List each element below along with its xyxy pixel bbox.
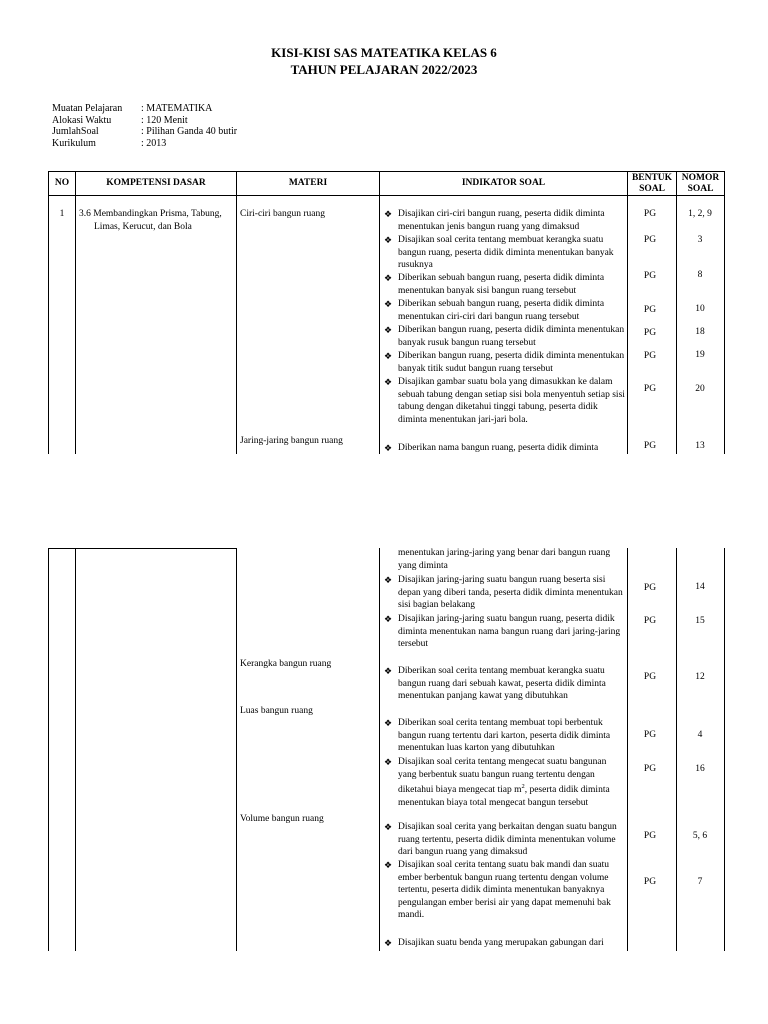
table-border — [379, 548, 380, 951]
bentuk-soal: PG — [643, 384, 657, 394]
materi-kerangka: Kerangka bangun ruang — [240, 659, 332, 669]
indicator-item — [381, 298, 627, 323]
header-nomor — [677, 172, 724, 195]
table-border — [724, 548, 725, 951]
indicator-item — [381, 376, 627, 426]
bullet-icon: ❖ — [384, 235, 393, 245]
bullet-icon: ❖ — [384, 757, 393, 767]
indicator-item — [381, 665, 627, 703]
indicator-text: Disajikan soal cerita tentang suatu bak mandi dan suatu ember berbentuk bangun ruang tertentu dengan volume tertentu, peserta didik diminta menentukan banyaknya pengulangan ember berisi air yang dapat memenuhi bak mandi. — [398, 860, 611, 920]
nomor-soal: 10 — [695, 304, 705, 314]
kompetensi-dasar — [79, 208, 236, 233]
indicator-item — [381, 442, 627, 454]
kd-line: 3.6 Membandingkan Prisma, Tabung, — [79, 209, 222, 219]
indicator-item — [381, 821, 627, 859]
kd-line: Limas, Kerucut, dan Bola — [94, 221, 192, 232]
bullet-icon: ❖ — [384, 614, 393, 624]
indicator-text-a: Disajikan soal cerita tentang mengecat suatu bangunan yang berbentuk suatu bangun ruang tertentu dengan diketahui biaya mengecat tiap m — [398, 757, 607, 796]
table-border — [75, 548, 76, 951]
meta-label: Alokasi Waktu — [52, 114, 112, 126]
bentuk-soal: PG — [643, 583, 657, 593]
meta-row — [52, 138, 237, 150]
meta-label: Kurikulum — [52, 137, 96, 149]
bentuk-soal: PG — [643, 351, 657, 361]
indicator-item — [381, 859, 627, 922]
bentuk-soal: PG — [643, 672, 657, 682]
bullet-icon: ❖ — [384, 860, 393, 870]
indicator-item — [381, 574, 627, 612]
meta-info — [52, 103, 237, 149]
bullet-icon: ❖ — [384, 666, 393, 676]
indicator-text: Disajikan suatu benda yang merupakan gabungan dari — [398, 938, 604, 948]
table-border — [48, 195, 725, 196]
nomor-soal: 3 — [697, 235, 703, 245]
indicator-text: Disajikan ciri-ciri bangun ruang, peserta didik diminta menentukan jenis bangun ruang yang dimaksud — [398, 209, 605, 232]
table-border — [48, 548, 49, 951]
bentuk-soal: PG — [643, 305, 657, 315]
nomor-soal: 16 — [695, 764, 705, 774]
indicator-item — [381, 324, 627, 349]
indicator-item — [381, 717, 627, 755]
materi-ciri: Ciri-ciri bangun ruang — [240, 209, 325, 219]
document-subtitle: TAHUN PELAJARAN 2022/2023 — [290, 62, 478, 77]
table-border — [48, 548, 236, 549]
header-nomor-line1: NOMOR — [681, 173, 720, 183]
header-no: NO — [54, 178, 70, 189]
indicator-text: Disajikan gambar suatu bola yang dimasukkan ke dalam sebuah tabung dengan setiap sisi bola menyentuh setiap sisi tabung dengan diketahui tinggi tabung, peserta didik diminta menentukan jari-jari bola. — [398, 377, 625, 425]
bullet-icon: ❖ — [384, 209, 393, 219]
indicator-item — [381, 234, 627, 272]
meta-row — [52, 115, 237, 127]
bentuk-soal: PG — [643, 328, 657, 338]
indicator-text: Disajikan jaring-jaring suatu bangun ruang, peserta didik diminta menentukan nama bangun ruang dari jaring-jaring tersebut — [398, 614, 621, 649]
indicator-item — [381, 208, 627, 233]
bullet-icon: ❖ — [384, 575, 393, 585]
nomor-soal: 13 — [695, 441, 705, 451]
meta-value: : 120 Menit — [141, 114, 188, 126]
materi-volume: Volume bangun ruang — [240, 814, 324, 824]
meta-label: JumlahSoal — [52, 126, 99, 137]
indicator-item — [381, 272, 627, 297]
meta-row — [52, 126, 237, 138]
indicator-text — [398, 757, 610, 808]
indicator-text: Diberikan bangun ruang, peserta didik diminta menentukan banyak titik sudut bangun ruang tersebut — [398, 351, 625, 374]
indicator-item — [381, 350, 627, 375]
bullet-icon: ❖ — [384, 273, 393, 283]
meta-row — [52, 103, 237, 115]
header-indikator: INDIKATOR SOAL — [461, 178, 546, 189]
bullet-icon: ❖ — [384, 299, 393, 309]
nomor-soal: 15 — [695, 616, 705, 626]
bullet-icon: ❖ — [384, 351, 393, 361]
nomor-soal: 20 — [695, 384, 705, 394]
header-bentuk-line2: SOAL — [639, 183, 665, 194]
indicator-text: Diberikan sebuah bangun ruang, peserta didik diminta menentukan ciri-ciri dari bangun ruang tersebut — [398, 299, 605, 322]
table-border — [236, 171, 237, 454]
bullet-icon: ❖ — [384, 938, 393, 948]
nomor-soal: 12 — [695, 672, 705, 682]
indicator-item — [381, 937, 627, 949]
header-bentuk — [628, 172, 676, 195]
bullet-icon: ❖ — [384, 377, 393, 387]
indicator-text: Diberikan soal cerita tentang membuat topi berbentuk bangun ruang tertentu dari karton, peserta didik diminta menentukan luas karton yang dibutuhkan — [398, 718, 611, 753]
nomor-soal: 5, 6 — [692, 831, 708, 841]
indicator-text: Disajikan soal cerita tentang membuat kerangka suatu bangun ruang, peserta didik diminta menentukan banyak rusuknya — [398, 235, 614, 270]
indicator-item — [381, 613, 627, 651]
indicator-text: Diberikan nama bangun ruang, peserta didik diminta — [398, 443, 599, 453]
indicator-text: Diberikan sebuah bangun ruang, peserta didik diminta menentukan banyak sisi bangun ruang tersebut — [398, 273, 605, 296]
table-border — [627, 548, 628, 951]
nomor-soal: 19 — [695, 350, 705, 360]
nomor-soal: 7 — [697, 877, 703, 887]
materi-jaring: Jaring-jaring bangun ruang — [240, 436, 343, 446]
bentuk-soal: PG — [643, 271, 657, 281]
materi-luas: Luas bangun ruang — [240, 706, 313, 716]
nomor-soal: 4 — [697, 730, 703, 740]
bullet-icon: ❖ — [384, 325, 393, 335]
bentuk-soal: PG — [643, 209, 657, 219]
meta-label: Muatan Pelajaran — [52, 103, 123, 114]
nomor-soal: 14 — [695, 582, 705, 592]
bentuk-soal: PG — [643, 831, 657, 841]
nomor-soal: 1, 2, 9 — [688, 209, 712, 219]
indicator-text: Diberikan soal cerita tentang membuat kerangka suatu bangun ruang dari sebuah kawat, peserta didik diminta menentukan panjang kawat yang dibutuhkan — [398, 666, 606, 701]
nomor-soal: 18 — [695, 327, 705, 337]
indicator-text-b: , peserta didik diminta menentukan biaya total mengecat bangun tersebut — [398, 785, 610, 808]
table-border — [236, 548, 237, 951]
bentuk-soal: PG — [643, 764, 657, 774]
indicator-continuation: menentukan jaring-jaring yang benar dari bangun ruang yang diminta — [398, 548, 611, 571]
bullet-icon: ❖ — [384, 443, 393, 453]
indicator-text: Disajikan jaring-jaring suatu bangun ruang beserta sisi depan yang diberi tanda, peserta didik diminta menentukan sisi bagian belakang — [398, 575, 623, 610]
bullet-icon: ❖ — [384, 822, 393, 832]
table-border — [379, 171, 380, 454]
table-border — [75, 171, 76, 454]
header-kompetensi: KOMPETENSI DASAR — [106, 178, 206, 189]
bentuk-soal: PG — [643, 441, 657, 451]
meta-value: : 2013 — [141, 137, 167, 149]
bentuk-soal: PG — [643, 235, 657, 245]
table-border — [676, 548, 677, 951]
header-materi: MATERI — [288, 178, 328, 189]
bullet-icon: ❖ — [384, 718, 393, 728]
indicator-text: Disajikan soal cerita yang berkaitan dengan suatu bangun ruang tertentu, peserta didik diminta menentukan volume dari bangun ruang yang dimaksud — [398, 822, 617, 857]
bentuk-soal: PG — [643, 616, 657, 626]
header-bentuk-line1: BENTUK — [631, 173, 673, 183]
meta-value: : Pilihan Ganda 40 butir — [141, 126, 238, 137]
row-number: 1 — [59, 209, 65, 219]
indicator-item — [381, 756, 627, 809]
meta-value: : MATEMATIKA — [141, 103, 213, 114]
nomor-soal: 8 — [697, 270, 703, 280]
superscript: 2 — [521, 783, 525, 790]
bentuk-soal: PG — [643, 730, 657, 740]
header-nomor-line2: SOAL — [687, 183, 714, 194]
table-border — [724, 171, 725, 454]
document-title: KISI-KISI SAS MATEATIKA KELAS 6 — [271, 45, 497, 60]
indicator-text: Diberikan bangun ruang, peserta didik diminta menentukan banyak rusuk bangun ruang tersebut — [398, 325, 625, 348]
bentuk-soal: PG — [643, 877, 657, 887]
